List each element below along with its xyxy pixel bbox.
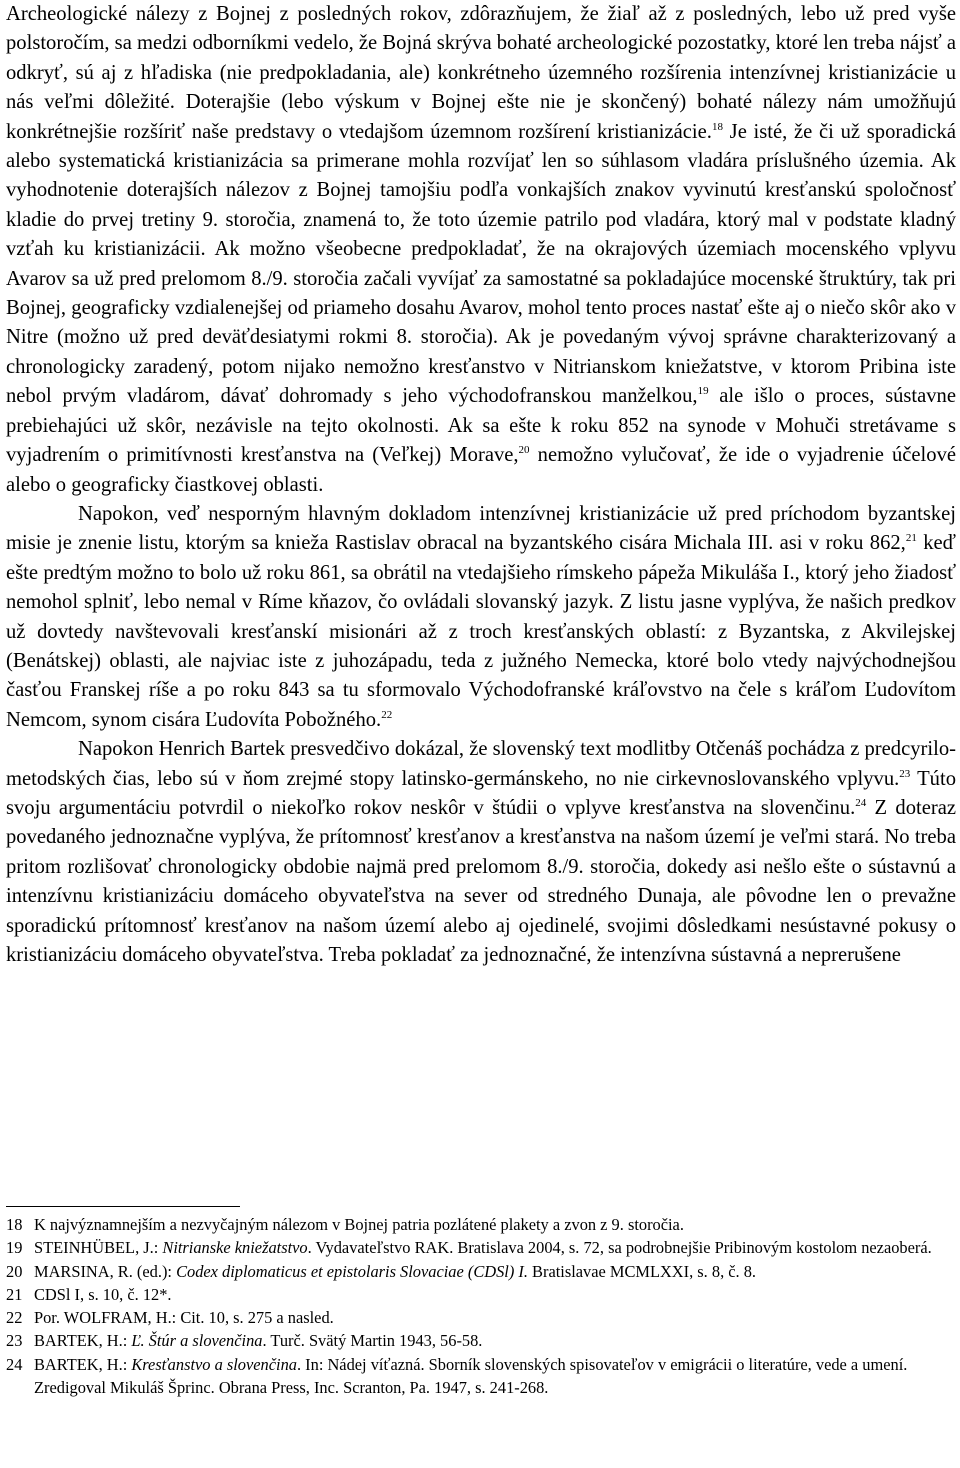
footnote-text (34, 1260, 946, 1283)
text-run: ale išlo o proces, sústavne prebiehajúci už skôr, nezávisle na tejto okolnosti. Ak sa ešte k roku 852 na synode v Mohuči stretávame s vyjadrením o primitívnosti kresťanstva na (Veľkej) Morave, (6, 385, 956, 467)
text-run: BARTEK, H.: (34, 1331, 132, 1351)
footnote (6, 1283, 946, 1306)
footnote-number: 18 (6, 1215, 23, 1234)
text-run: Napokon, veď nesporným hlavným dokladom intenzívnej kristianizácie už pred príchodom byzantskej misie je znenie listu, ktorým sa knieža Rastislav obracal na byzantského cisára Michala III. asi v roku 862, (6, 502, 956, 555)
text-run: BARTEK, H.: (34, 1354, 132, 1374)
text-run: keď ešte predtým možno to bolo už roku 861, sa obrátil na vtedajšieho rímskeho pápeža Mikuláša I., ktorý jeho žiadosť nemohol splniť, lebo nemal v Ríme kňazov, čo ovládali slovanský jazyk. Z listu jasne vyplýva, že našich predkov už dovtedy navštevovali kresťanskí misionári až z troch kresťanských oblastí: z Byzantska, z Akvilejskej (Benátskej) oblasti, ale najviac iste z juhozápadu, teda z južného Nemecka, ktoré bolo vtedy najvýchodnejšou časťou Franskej ríše a po roku 843 sa tu sformovalo Východofranské kráľovstvo na čele s kráľom Ľudovítom Nemcom, synom cisára Ľudovíta Pobožného. (6, 532, 956, 731)
text-run: nemožno vylučovať, že ide o vyjadrenie účelové alebo o geograficky čiastkovej oblasti. (6, 444, 957, 496)
footnote (6, 1306, 946, 1329)
footnote (6, 1329, 946, 1352)
footnote (6, 1213, 946, 1236)
text-run: . In: Nádej víťazná. Sborník slovenských spisovateľov v emigrácii o literatúre, vede a umení. Zredigoval Mikuláš Šprinc. Obrana Press, Inc. Scranton, Pa. 1947, s. 241-268. (34, 1354, 908, 1398)
text-run: Por. WOLFRAM, H.: Cit. 10, s. 275 a nasled. (34, 1308, 334, 1328)
text-run: Napokon Henrich Bartek presvedčivo dokázal, že slovenský text modlitby Otčenáš pochádza z predcyrilo-metodských čias, lebo sú v ňom zrejmé stopy latinsko-germánskeho, no nie cirkevnoslovanského vplyvu. (6, 738, 956, 790)
text-run: Bratislavae MCMLXXI, s. 8, č. 8. (527, 1261, 757, 1281)
footnote-ref: 18 (711, 120, 723, 133)
footnote-ref: 23 (899, 767, 911, 780)
footnote-text (34, 1236, 946, 1259)
footnote (6, 1260, 946, 1283)
footnote-number: 20 (6, 1261, 23, 1281)
text-run: K najvýznamnejším a nezvyčajným nálezom v Bojnej patria pozlátené plakety a zvon z 9. storočia. (34, 1215, 684, 1234)
italic-title: Kresťanstvo a slovenčina (131, 1354, 297, 1374)
text-run: Túto svoju argumentáciu potvrdil o niekoľko rokov neskôr v štúdii o vplyve kresťanstva na slovenčinu. (6, 767, 956, 819)
italic-title: Ľ. Štúr a slovenčina (131, 1331, 263, 1351)
paragraph (6, 735, 956, 970)
text-run: Archeologické nálezy z Bojnej z posledných rokov, zdôrazňujem, že žiaľ až z posledných, lebo už pred vyše polstoročím, sa medzi odborníkmi vedelo, že Bojná skrýva bohaté archeologické pozostatky, ktoré len treba nájsť a odkryť, sú aj z hľadiska (nie predpokladania, ale) konkrétneho územného rozšírenia intenzívnej kristianizácie u nás veľmi dôležité. Doterajšie (lebo výskum v Bojnej ešte nie je skončený) bohaté nálezy nám umožňujú konkrétnejšie rozšíriť naše predstavy o vtedajšom územnom rozšírení kristianizácie. (6, 3, 956, 143)
footnote-ref: 24 (855, 796, 867, 809)
text-run: CDSl I, s. 10, č. 12*. (34, 1284, 172, 1304)
text-run: STEINHÜBEL, J.: (34, 1238, 163, 1258)
document-page (6, 0, 956, 970)
text-run: MARSINA, R. (ed.): (34, 1261, 177, 1281)
footnote-number: 23 (6, 1331, 23, 1351)
footnote-number: 24 (6, 1354, 23, 1374)
italic-title: Nitrianske kniežatstvo (162, 1238, 308, 1258)
text-run: Z doteraz povedaného jednoznačne vyplýva, že prítomnosť kresťanov a kresťanstva na našom území je veľmi stará. No treba pritom rozlišovať chronologicky obdobie najmä pred prelomom 8./9. storočia, dokedy asi nešlo ešte o sústavnú a intenzívnu kristianizáciu domáceho obyvateľstva na sever od stredného Dunaja, ale pôvodne len o prevažne sporadickú prítomnosť kresťanov na našom území alebo aj ojedinelé, svojimi dôsledkami nesústavné pokusy o kristianizáciu domáceho obyvateľstva. Treba pokladať za jednoznačné, že intenzívna sústavná a neprerušene (6, 796, 956, 966)
paragraph (6, 500, 956, 735)
footnote (6, 1353, 946, 1400)
italic-title: Codex diplomaticus et epistolaris Slovaciae (CDSl) I. (176, 1261, 528, 1281)
footnote-ref: 21 (905, 532, 917, 545)
footnote-number: 22 (6, 1308, 23, 1328)
text-run: . Vydavateľstvo RAK. Bratislava 2004, s. 72, sa podrobnejšie Pribinovým kostolom nezaoberá. (307, 1238, 932, 1258)
text-run: . Turč. Svätý Martin 1943, 56-58. (262, 1331, 483, 1351)
footnote (6, 1236, 946, 1259)
main-text (6, 0, 956, 970)
footnote-text (34, 1213, 946, 1236)
footnote-text (34, 1306, 946, 1329)
footnote-text (34, 1283, 946, 1306)
footnote-number: 19 (6, 1238, 23, 1258)
footnote-ref: 19 (697, 385, 709, 398)
footnote-ref: 20 (518, 444, 530, 457)
footnote-text (34, 1353, 946, 1400)
footnote-separator (6, 1206, 240, 1207)
paragraph (6, 0, 956, 500)
text-run: Je isté, že či už sporadická alebo systematická kristianizácia sa primerane mohla rozvíjať len so súhlasom vladára príslušného územia. Ak vyhodnotenie doterajších nálezov z Bojnej tamojšiu podľa vonkajších znakov vyvinutú kresťanskú spoločnosť kladie do prvej tretiny 9. storočia, znamená to, že toto územie patrilo pod vladára, ktorý mal v podstate kladný vzťah ku kristianizácii. Ak možno všeobecne predpokladať, že na okrajových územiach mocenského vplyvu Avarov sa už pred prelomom 8./9. storočia začali vyvíjať za samostatné sa pokladajúce mocenské štruktúry, tak pri Bojnej, geograficky vzdialenejšej od priameho dosahu Avarov, mohol tento proces nastať ešte aj o niečo skôr ako v Nitre (možno už pred deväťdesiatymi rokmi 8. storočia). Ak je povedaným vývoj správne charakterizovaný a chronologicky zaradený, potom nijako nemožno kresťanstvo v Nitrianskom kniežatstve, v ktorom Pribina iste nebol prvým vladárom, dávať dohromady s jeho východofranskou manželkou, (6, 120, 956, 408)
footnote-ref: 22 (381, 708, 393, 721)
footnote-number: 21 (6, 1284, 23, 1304)
footnotes (6, 1213, 946, 1399)
footnote-text (34, 1329, 946, 1352)
